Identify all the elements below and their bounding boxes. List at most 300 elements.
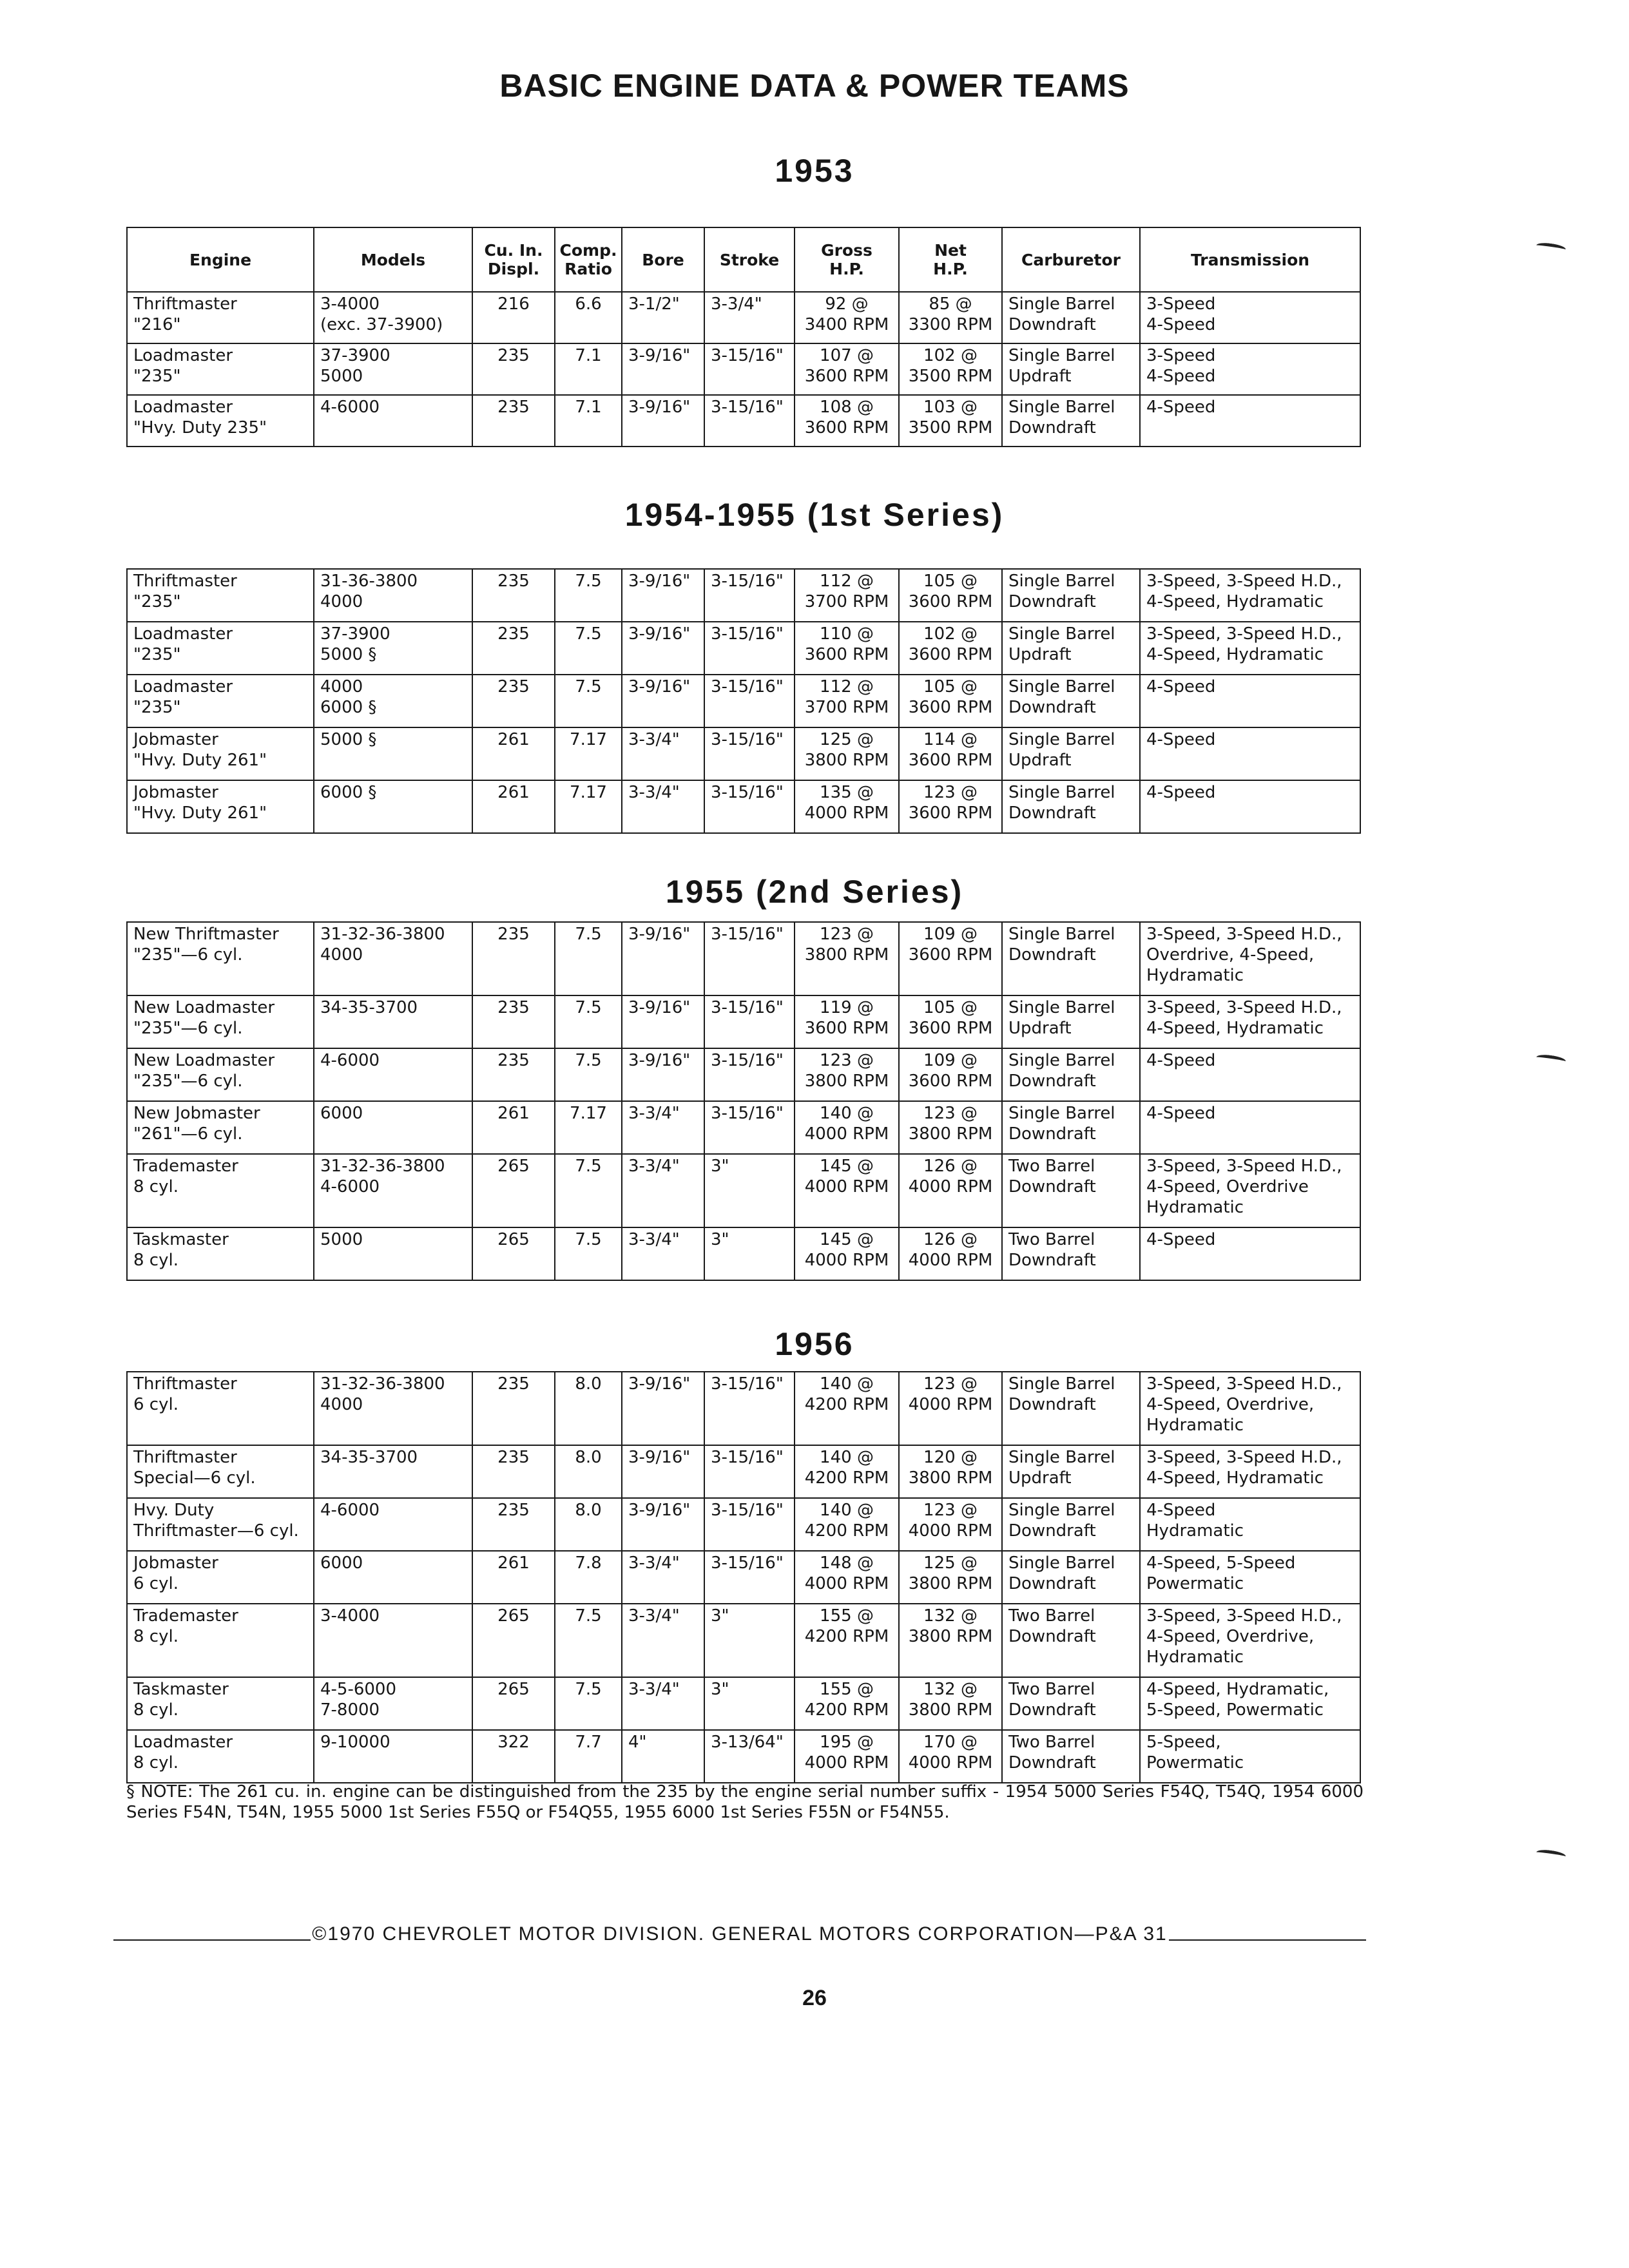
engine-cell-line: Loadmaster (133, 398, 233, 417)
transmission-cell-line: 4-Speed, Hydramatic (1146, 645, 1324, 664)
models-cell-line: 6000 (320, 1553, 363, 1573)
transmission-cell-line: Powermatic (1146, 1574, 1244, 1593)
stroke-cell-value: 3-15/16" (711, 1553, 784, 1573)
compression-cell (555, 1154, 622, 1227)
compression-cell-value: 7.1 (575, 398, 602, 417)
gross-hp-cell (795, 675, 899, 727)
gross-hp-cell-line: 155 @ (820, 1606, 874, 1626)
stroke-cell-value: 3-13/64" (711, 1733, 784, 1752)
compression-cell (555, 622, 622, 675)
gross-hp-cell-line: 140 @ (820, 1104, 874, 1123)
engine-cell-line: Trademaster (133, 1606, 238, 1626)
transmission-cell-line: 5-Speed, Powermatic (1146, 1700, 1324, 1720)
bore-cell (622, 569, 704, 622)
engine-cell-line: New Loadmaster (133, 998, 275, 1017)
page-footer (113, 1921, 1366, 1947)
gross-hp-cell (795, 1101, 899, 1154)
models-cell (314, 1372, 472, 1445)
compression-cell-value: 8.0 (575, 1501, 602, 1520)
gross-hp-cell (795, 1372, 899, 1445)
models-cell (314, 622, 472, 675)
bore-cell (622, 1730, 704, 1783)
displacement-cell (472, 1445, 555, 1498)
transmission-cell-line: 4-Speed (1146, 677, 1216, 697)
net-hp-cell-line: 123 @ (923, 1501, 978, 1520)
models-cell-line: 5000 § (320, 645, 377, 664)
transmission-cell-line: 3-Speed, 3-Speed H.D., (1146, 1157, 1342, 1176)
compression-cell (555, 1101, 622, 1154)
bore-cell-value: 3-3/4" (628, 730, 680, 749)
engine-cell-line: "235" (133, 367, 181, 386)
column-header-transmission-text: Transmission (1190, 250, 1310, 269)
engine-cell-line: Hvy. Duty (133, 1501, 215, 1520)
carburetor-cell-line: Downdraft (1008, 1521, 1096, 1541)
engine-cell-line: 8 cyl. (133, 1627, 178, 1646)
carburetor-cell (1002, 922, 1140, 995)
net-hp-cell-line: 126 @ (923, 1230, 978, 1249)
table-row (127, 1730, 1360, 1783)
engine-cell-line: Loadmaster (133, 346, 233, 365)
engine-cell (127, 1604, 314, 1677)
carburetor-cell-line: Downdraft (1008, 1753, 1096, 1773)
bore-cell (622, 1604, 704, 1677)
engine-cell-line: Loadmaster (133, 677, 233, 697)
table-row (127, 395, 1360, 447)
stroke-cell (704, 1154, 795, 1227)
carburetor-cell-line: Two Barrel (1008, 1230, 1095, 1249)
table-row (127, 1498, 1360, 1551)
transmission-cell (1140, 1730, 1360, 1783)
stroke-cell-value: 3-15/16" (711, 783, 784, 802)
engine-cell (127, 1730, 314, 1783)
carburetor-cell-line: Single Barrel (1008, 398, 1115, 417)
carburetor-cell (1002, 395, 1140, 447)
transmission-cell (1140, 922, 1360, 995)
models-cell-line: 31-32-36-3800 (320, 1374, 445, 1394)
transmission-cell (1140, 1101, 1360, 1154)
engine-cell-line: Thriftmaster (133, 294, 237, 314)
footnote: § NOTE: The 261 cu. in. engine can be distinguished from the 235 by the engine serial number suffix - 1954 5000 Series F54Q, T54Q, 1954 6000 Series F54N, T54N, 1955 5000 1st Series F55Q or F54Q55, 1955 6000 1st Series F55N or F54N55. (126, 1782, 1364, 1822)
displacement-cell-value: 216 (497, 294, 530, 314)
transmission-cell-line: 4-Speed, Overdrive, (1146, 1395, 1315, 1414)
transmission-cell (1140, 1372, 1360, 1445)
column-header-engine-text: Engine (189, 250, 252, 269)
stroke-cell-value: 3-15/16" (711, 572, 784, 591)
engine-cell-line: New Loadmaster (133, 1051, 275, 1070)
bore-cell (622, 292, 704, 343)
table-row (127, 1227, 1360, 1280)
gross-hp-cell (795, 1551, 899, 1604)
models-cell (314, 292, 472, 343)
models-cell-line: 34-35-3700 (320, 1448, 418, 1467)
carburetor-cell-line: Two Barrel (1008, 1680, 1095, 1699)
models-cell (314, 1445, 472, 1498)
section-heading: 1954-1955 (1st Series) (624, 497, 1005, 533)
compression-cell (555, 1048, 622, 1101)
engine-table (126, 1371, 1361, 1783)
models-cell (314, 395, 472, 447)
net-hp-cell-line: 4000 RPM (908, 1251, 993, 1270)
compression-cell (555, 995, 622, 1048)
carburetor-cell-line: Single Barrel (1008, 346, 1115, 365)
net-hp-cell-line: 123 @ (923, 783, 978, 802)
net-hp-cell-line: 114 @ (923, 730, 978, 749)
displacement-cell-value: 322 (497, 1733, 530, 1752)
stroke-cell (704, 727, 795, 780)
engine-cell-line: Thriftmaster (133, 572, 237, 591)
bore-cell-value: 3-9/16" (628, 572, 691, 591)
compression-cell-value: 7.8 (575, 1553, 602, 1573)
engine-cell-line: Thriftmaster (133, 1374, 237, 1394)
net-hp-cell (899, 292, 1002, 343)
stroke-cell-value: 3-15/16" (711, 677, 784, 697)
net-hp-cell-line: 3500 RPM (908, 367, 993, 386)
gross-hp-cell-line: 4000 RPM (804, 1574, 889, 1593)
table-row (127, 1101, 1360, 1154)
models-cell (314, 1048, 472, 1101)
gross-hp-cell (795, 1604, 899, 1677)
gross-hp-cell-line: 3800 RPM (804, 945, 889, 965)
compression-cell-value: 7.17 (570, 730, 607, 749)
engine-cell (127, 995, 314, 1048)
compression-cell-value: 8.0 (575, 1374, 602, 1394)
engine-cell (127, 1498, 314, 1551)
stroke-cell-value: 3-3/4" (711, 294, 762, 314)
bore-cell (622, 395, 704, 447)
compression-cell-value: 8.0 (575, 1448, 602, 1467)
gross-hp-cell (795, 395, 899, 447)
carburetor-cell-line: Updraft (1008, 751, 1072, 770)
transmission-cell-line: 4-Speed, 5-Speed (1146, 1553, 1296, 1573)
transmission-cell (1140, 343, 1360, 395)
transmission-cell-line: 4-Speed (1146, 783, 1216, 802)
column-header-stroke-text: Stroke (719, 250, 780, 269)
models-cell-line: 5000 § (320, 730, 377, 749)
net-hp-cell (899, 343, 1002, 395)
gross-hp-cell-line: 92 @ (825, 294, 869, 314)
transmission-cell-line: 3-Speed, 3-Speed H.D., (1146, 998, 1342, 1017)
carburetor-cell-line: Downdraft (1008, 418, 1096, 437)
engine-cell (127, 1048, 314, 1101)
displacement-cell-value: 265 (497, 1680, 530, 1699)
compression-cell (555, 292, 622, 343)
gross-hp-cell-line: 155 @ (820, 1680, 874, 1699)
engine-table (126, 921, 1361, 1281)
net-hp-cell-line: 3600 RPM (908, 945, 993, 965)
gross-hp-cell-line: 3700 RPM (804, 592, 889, 611)
bore-cell (622, 1551, 704, 1604)
column-header-displacement-text: Cu. In. (484, 241, 543, 260)
net-hp-cell-line: 3600 RPM (908, 645, 993, 664)
gross-hp-cell (795, 622, 899, 675)
displacement-cell-value: 261 (497, 1553, 530, 1573)
bore-cell (622, 1498, 704, 1551)
models-cell-line: 5000 (320, 1230, 363, 1249)
bore-cell (622, 675, 704, 727)
transmission-cell-line: 4-Speed, Overdrive (1146, 1177, 1309, 1196)
carburetor-cell (1002, 1048, 1140, 1101)
bore-cell (622, 1101, 704, 1154)
gross-hp-cell-line: 3600 RPM (804, 418, 889, 437)
column-header-displacement (472, 227, 555, 292)
footer-rule-right (1169, 1939, 1366, 1941)
carburetor-cell-line: Downdraft (1008, 1251, 1096, 1270)
carburetor-cell (1002, 995, 1140, 1048)
transmission-cell (1140, 395, 1360, 447)
carburetor-cell-line: Updraft (1008, 367, 1072, 386)
transmission-cell (1140, 1604, 1360, 1677)
net-hp-cell (899, 1227, 1002, 1280)
carburetor-cell-line: Two Barrel (1008, 1606, 1095, 1626)
bore-cell-value: 3-9/16" (628, 677, 691, 697)
stroke-cell-value: 3-15/16" (711, 1374, 784, 1394)
compression-cell (555, 780, 622, 833)
column-header-compression (555, 227, 622, 292)
models-cell-line: 37-3900 (320, 624, 390, 644)
bore-cell (622, 622, 704, 675)
gross-hp-cell-line: 3800 RPM (804, 751, 889, 770)
bore-cell (622, 343, 704, 395)
transmission-cell-line: 4-Speed (1146, 1230, 1216, 1249)
gross-hp-cell-line: 110 @ (820, 624, 874, 644)
models-cell-line: 31-32-36-3800 (320, 925, 445, 944)
transmission-cell-line: 4-Speed, Hydramatic (1146, 592, 1324, 611)
table-row (127, 922, 1360, 995)
compression-cell (555, 1445, 622, 1498)
models-cell-line: 31-32-36-3800 (320, 1157, 445, 1176)
table-row (127, 727, 1360, 780)
models-cell-line: 5000 (320, 367, 363, 386)
stroke-cell (704, 1372, 795, 1445)
net-hp-cell-line: 3800 RPM (908, 1468, 993, 1488)
displacement-cell (472, 780, 555, 833)
table-row (127, 1372, 1360, 1445)
bore-cell-value: 3-9/16" (628, 1374, 691, 1394)
engine-cell-line: Trademaster (133, 1157, 238, 1176)
gross-hp-cell-line: 4200 RPM (804, 1521, 889, 1541)
compression-cell (555, 1677, 622, 1730)
carburetor-cell (1002, 727, 1140, 780)
compression-cell-value: 7.17 (570, 783, 607, 802)
engine-cell-line: "Hvy. Duty 235" (133, 418, 267, 437)
carburetor-cell (1002, 1730, 1140, 1783)
table-row (127, 1551, 1360, 1604)
column-header-models-text: Models (360, 250, 426, 269)
net-hp-cell (899, 1445, 1002, 1498)
net-hp-cell-line: 102 @ (923, 624, 978, 644)
table-row (127, 1445, 1360, 1498)
stroke-cell (704, 675, 795, 727)
transmission-cell (1140, 292, 1360, 343)
stroke-cell-value: 3-15/16" (711, 624, 784, 644)
carburetor-cell-line: Updraft (1008, 645, 1072, 664)
net-hp-cell (899, 1551, 1002, 1604)
net-hp-cell-line: 3500 RPM (908, 418, 993, 437)
net-hp-cell (899, 1604, 1002, 1677)
compression-cell (555, 1604, 622, 1677)
gross-hp-cell-line: 123 @ (820, 1051, 874, 1070)
net-hp-cell-line: 3800 RPM (908, 1700, 993, 1720)
engine-cell-line: Jobmaster (133, 783, 218, 802)
gross-hp-cell-line: 4200 RPM (804, 1468, 889, 1488)
models-cell-line: 9-10000 (320, 1733, 390, 1752)
net-hp-cell-line: 105 @ (923, 572, 978, 591)
gross-hp-cell-line: 3600 RPM (804, 1019, 889, 1038)
net-hp-cell-line: 3600 RPM (908, 751, 993, 770)
engine-cell-line: Loadmaster (133, 1733, 233, 1752)
bore-cell-value: 3-3/4" (628, 1553, 680, 1573)
stroke-cell (704, 1551, 795, 1604)
margin-mark (1536, 242, 1566, 253)
net-hp-cell-line: 109 @ (923, 1051, 978, 1070)
bore-cell-value: 3-9/16" (628, 398, 691, 417)
models-cell (314, 1604, 472, 1677)
carburetor-cell-line: Downdraft (1008, 1177, 1096, 1196)
engine-cell-line: "235" (133, 592, 181, 611)
engine-cell-line: "235" (133, 645, 181, 664)
net-hp-cell-line: 103 @ (923, 398, 978, 417)
net-hp-cell (899, 1048, 1002, 1101)
carburetor-cell (1002, 1551, 1140, 1604)
displacement-cell (472, 569, 555, 622)
engine-cell-line: 8 cyl. (133, 1753, 178, 1773)
models-cell-line: 3-4000 (320, 1606, 380, 1626)
transmission-cell-line: Hydramatic (1146, 1198, 1244, 1217)
carburetor-cell-line: Updraft (1008, 1019, 1072, 1038)
compression-cell-value: 7.5 (575, 925, 602, 944)
gross-hp-cell-line: 4200 RPM (804, 1700, 889, 1720)
transmission-cell-line: 3-Speed, 3-Speed H.D., (1146, 1374, 1342, 1394)
carburetor-cell-line: Single Barrel (1008, 1553, 1115, 1573)
models-cell (314, 1498, 472, 1551)
carburetor-cell (1002, 1445, 1140, 1498)
models-cell-line: 4-6000 (320, 1177, 380, 1196)
stroke-cell (704, 922, 795, 995)
stroke-cell (704, 343, 795, 395)
transmission-cell-line: 3-Speed (1146, 294, 1216, 314)
carburetor-cell-line: Single Barrel (1008, 783, 1115, 802)
gross-hp-cell-line: 3800 RPM (804, 1072, 889, 1091)
engine-cell (127, 1677, 314, 1730)
models-cell (314, 1101, 472, 1154)
column-header-bore-text: Bore (642, 250, 684, 269)
transmission-cell-line: 4-Speed (1146, 367, 1216, 386)
displacement-cell-value: 235 (497, 346, 530, 365)
transmission-cell (1140, 995, 1360, 1048)
engine-cell (127, 1445, 314, 1498)
column-header-engine (127, 227, 314, 292)
net-hp-cell (899, 727, 1002, 780)
transmission-cell-line: 4-Speed (1146, 1104, 1216, 1123)
gross-hp-cell (795, 343, 899, 395)
carburetor-cell-line: Two Barrel (1008, 1733, 1095, 1752)
displacement-cell-value: 261 (497, 1104, 530, 1123)
carburetor-cell (1002, 1677, 1140, 1730)
net-hp-cell-line: 105 @ (923, 677, 978, 697)
displacement-cell (472, 622, 555, 675)
compression-cell-value: 7.5 (575, 1230, 602, 1249)
engine-table (126, 568, 1361, 834)
engine-cell (127, 395, 314, 447)
displacement-cell (472, 1101, 555, 1154)
net-hp-cell-line: 105 @ (923, 998, 978, 1017)
transmission-cell (1140, 622, 1360, 675)
bore-cell (622, 1677, 704, 1730)
stroke-cell (704, 1445, 795, 1498)
gross-hp-cell (795, 1677, 899, 1730)
table-row (127, 569, 1360, 622)
net-hp-cell-line: 3600 RPM (908, 592, 993, 611)
models-cell-line: 34-35-3700 (320, 998, 418, 1017)
net-hp-cell (899, 1154, 1002, 1227)
net-hp-cell-line: 4000 RPM (908, 1395, 993, 1414)
engine-cell-line: 8 cyl. (133, 1251, 178, 1270)
carburetor-cell-line: Single Barrel (1008, 730, 1115, 749)
engine-cell-line: "216" (133, 315, 181, 334)
bore-cell-value: 3-3/4" (628, 1680, 680, 1699)
net-hp-cell-line: 126 @ (923, 1157, 978, 1176)
engine-cell-line: "Hvy. Duty 261" (133, 751, 267, 770)
bore-cell-value: 3-3/4" (628, 1606, 680, 1626)
transmission-cell-line: 4-Speed (1146, 315, 1216, 334)
stroke-cell (704, 395, 795, 447)
carburetor-cell (1002, 292, 1140, 343)
carburetor-cell-line: Two Barrel (1008, 1157, 1095, 1176)
models-cell (314, 780, 472, 833)
compression-cell-value: 7.17 (570, 1104, 607, 1123)
bore-cell (622, 1048, 704, 1101)
gross-hp-cell (795, 922, 899, 995)
transmission-cell-line: 4-Speed, Hydramatic (1146, 1468, 1324, 1488)
bore-cell-value: 3-9/16" (628, 998, 691, 1017)
table-row (127, 622, 1360, 675)
carburetor-cell-line: Single Barrel (1008, 998, 1115, 1017)
compression-cell (555, 1227, 622, 1280)
net-hp-cell-line: 102 @ (923, 346, 978, 365)
gross-hp-cell-line: 140 @ (820, 1501, 874, 1520)
displacement-cell-value: 235 (497, 572, 530, 591)
carburetor-cell (1002, 1227, 1140, 1280)
carburetor-cell-line: Single Barrel (1008, 294, 1115, 314)
transmission-cell-line: Hydramatic (1146, 1416, 1244, 1435)
net-hp-cell (899, 1498, 1002, 1551)
stroke-cell-value: 3-15/16" (711, 346, 784, 365)
net-hp-cell (899, 1101, 1002, 1154)
gross-hp-cell-line: 148 @ (820, 1553, 874, 1573)
displacement-cell-value: 265 (497, 1606, 530, 1626)
engine-cell-line: 6 cyl. (133, 1574, 178, 1593)
carburetor-cell (1002, 1154, 1140, 1227)
models-cell (314, 1677, 472, 1730)
engine-cell-line: Special—6 cyl. (133, 1468, 256, 1488)
column-header-transmission (1140, 227, 1360, 292)
footer-rule-left (113, 1939, 311, 1941)
compression-cell-value: 7.7 (575, 1733, 602, 1752)
net-hp-cell (899, 395, 1002, 447)
gross-hp-cell-line: 108 @ (820, 398, 874, 417)
transmission-cell-line: 4-Speed (1146, 1501, 1216, 1520)
carburetor-cell (1002, 675, 1140, 727)
gross-hp-cell-line: 123 @ (820, 925, 874, 944)
compression-cell-value: 7.5 (575, 1157, 602, 1176)
stroke-cell (704, 1677, 795, 1730)
section-heading: 1956 (775, 1326, 854, 1362)
gross-hp-cell-line: 145 @ (820, 1230, 874, 1249)
net-hp-cell (899, 1372, 1002, 1445)
gross-hp-cell-line: 112 @ (820, 677, 874, 697)
table-row (127, 292, 1360, 343)
net-hp-cell (899, 995, 1002, 1048)
